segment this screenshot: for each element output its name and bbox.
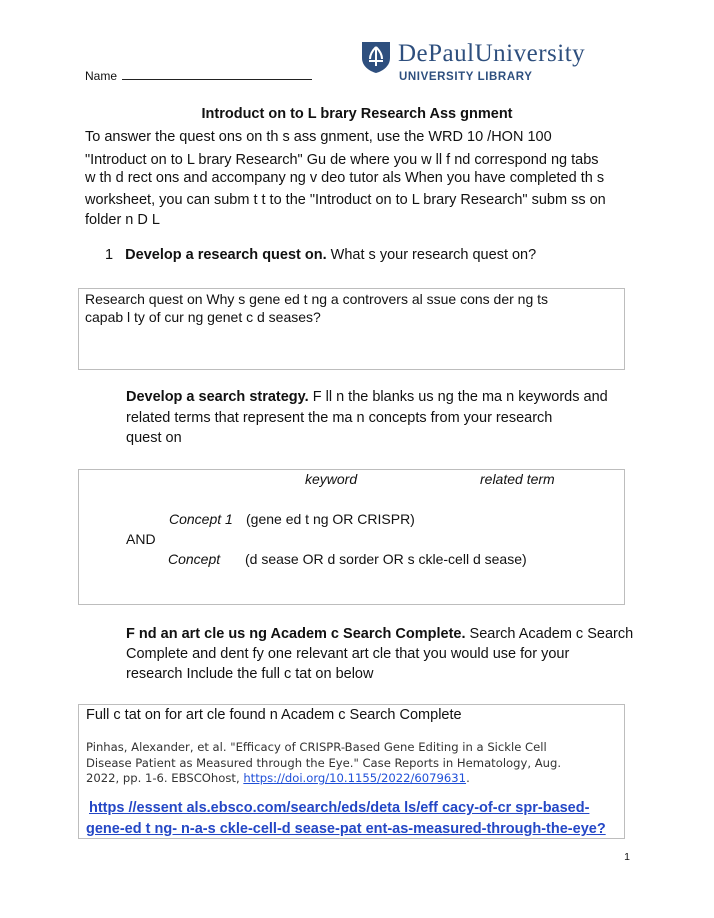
article-url-line-1[interactable]: https //essent als.ebsco.com/search/eds/deta ls/eff cacy-of-cr spr-based-	[89, 800, 590, 816]
question-1	[105, 245, 645, 265]
answer-line-1: Research quest on Why s gene ed t ng a controvers al ssue cons der ng ts	[85, 291, 549, 307]
citation-line-3-prefix: 2022, pp. 1-6. EBSCOhost,	[86, 771, 244, 785]
research-question-answer-box[interactable]	[78, 288, 625, 370]
intro-line-4: worksheet, you can subm t t to the "Introduct on to L brary Research" subm ss on	[85, 192, 606, 208]
concept-2-terms[interactable]: (d sease OR d sorder OR s ckle-cell d sease)	[245, 551, 527, 567]
citation-line-3	[86, 771, 624, 787]
question-2-prompt-1: F ll n the blanks us ng the ma n keywords and	[308, 389, 608, 405]
keyword-column-header: keyword	[305, 471, 358, 487]
article-url-line-2[interactable]: gene-ed t ng- n-a-s ckle-cell-d sease-pat ent-as-measured-through-the-eye?	[86, 821, 606, 837]
question-2-line-2: related terms that represent the ma n concepts from your research	[126, 410, 553, 426]
page-number: 1	[624, 851, 630, 863]
name-label: Name	[85, 69, 118, 83]
citation-box-label: Full c tat on for art cle found n Academ c Search Complete	[86, 707, 462, 723]
question-3-line-1	[126, 624, 636, 644]
question-1-number: 1	[105, 247, 114, 263]
intro-line-5: folder n D L	[85, 212, 160, 228]
question-3-prompt-1: Search Academ c Search	[465, 626, 634, 642]
concept-1-label: Concept 1	[169, 511, 233, 527]
question-1-heading: Develop a research quest on.	[125, 247, 327, 263]
citation-box[interactable]	[78, 704, 625, 839]
concept-1-terms[interactable]: (gene ed t ng OR CRISPR)	[246, 511, 415, 527]
and-operator: AND	[126, 531, 156, 547]
intro-line-3: w th d rect ons and accompany ng v deo tutor als When you have completed th s	[85, 170, 605, 186]
concept-2-label: Concept	[168, 551, 221, 567]
citation-line-2: Disease Patient as Measured through the Eye." Case Reports in Hematology, Aug.	[86, 755, 562, 770]
name-blank-line	[122, 70, 312, 80]
question-2-line-3: quest on	[126, 430, 182, 446]
question-3-line-2: Complete and dent fy one relevant art cle that you would use for your	[126, 646, 570, 662]
depaul-shield-icon	[360, 40, 392, 74]
document-title: Introduct on to L brary Research Ass gnment	[201, 106, 513, 122]
logo-wordmark: DePaulUniversity	[398, 40, 586, 67]
citation-doi-link[interactable]: https://doi.org/10.1155/2022/6079631	[243, 771, 467, 785]
intro-line-1: To answer the quest ons on th s ass gnment, use the WRD 10 /HON 100	[85, 129, 552, 145]
question-3-line-3: research Include the full c tat on below	[126, 666, 374, 682]
search-strategy-box[interactable]	[78, 469, 625, 605]
citation-line-3-suffix: .	[466, 771, 470, 785]
question-2-heading: Develop a search strategy.	[126, 389, 309, 405]
name-field[interactable]	[85, 69, 312, 83]
related-term-column-header: related term	[480, 471, 555, 487]
intro-line-2: "Introduct on to L brary Research" Gu de where you w ll f nd correspond ng tabs	[85, 152, 599, 168]
question-3-heading: F nd an art cle us ng Academ c Search Complete.	[126, 626, 466, 642]
answer-line-2: capab l ty of cur ng genet c d seases?	[85, 309, 321, 325]
question-2-line-1	[126, 387, 626, 407]
citation-line-1: Pinhas, Alexander, et al. "Efficacy of CRISPR-Based Gene Editing in a Sickle Cell	[86, 740, 547, 754]
question-1-prompt: What s your research quest on?	[326, 247, 537, 263]
logo-subtitle: UNIVERSITY LIBRARY	[399, 71, 533, 83]
depaul-logo	[360, 40, 610, 86]
citation-text	[86, 740, 624, 787]
